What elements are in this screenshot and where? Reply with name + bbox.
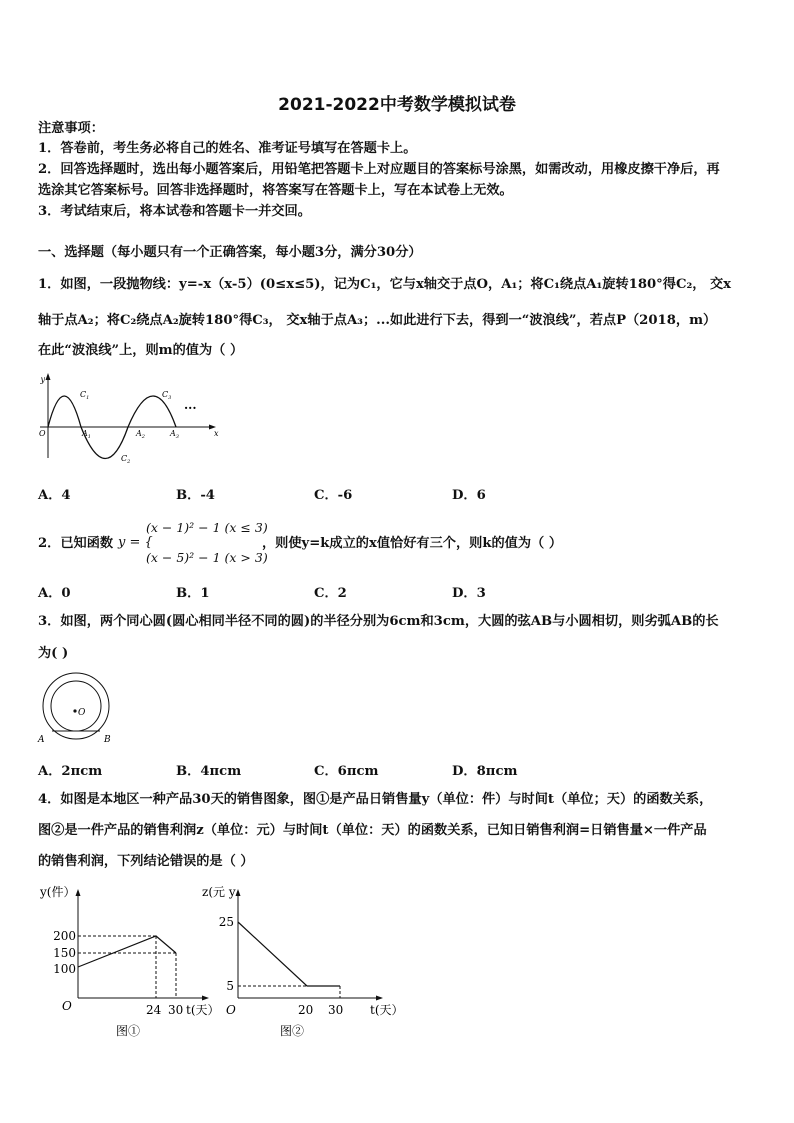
q2-function-name: y = { [118, 535, 153, 550]
q4-line-2: 图②是一件产品的销售利润z（单位：元）与时间t（单位：天）的函数关系，已知日销售利润=日销售量×一件产品 [38, 823, 707, 838]
fig2-origin: O [226, 1003, 236, 1017]
q1-y-label: y [40, 375, 45, 384]
fig1-y-tick-200: 200 [53, 929, 76, 943]
q3-option-d: D．8πcm [452, 764, 518, 779]
q1-x-label: x [214, 429, 219, 438]
c3-label: $C_3$ [162, 390, 172, 401]
notice-item-1: 1．答卷前，考生务必将自己的姓名、准考证号填写在答题卡上。 [38, 141, 417, 156]
sales-volume-line [78, 936, 176, 967]
continuation-dots: ··· [184, 401, 197, 415]
fig2-y-tick-5: 5 [226, 979, 234, 993]
notice-item-2-cont: 选涂其它答案标号。回答非选择题时，将答案写在答题卡上，写在本试卷上无效。 [38, 183, 513, 198]
q4-line-1: 4．如图是本地区一种产品30天的销售图象，图①是产品日销售量y（单位：件）与时间t（单位；天）的函数关系， [38, 792, 713, 807]
fig2-x-label: t(天） [370, 1003, 404, 1017]
fig2-y-tick-25: 25 [218, 915, 234, 929]
center-point [73, 709, 76, 712]
fig1-y-tick-150: 150 [53, 946, 76, 960]
q1-line-2: 轴于点A₂；将C₂绕点A₂旋转180°得C₃， 交x轴于点A₃；...如此进行下去，得到一“波浪线”，若点P（2018，m） [38, 313, 717, 328]
q1-option-d: D．6 [452, 488, 486, 503]
q1-line-1: 1．如图，一段抛物线：y=-x（x-5）(0≤x≤5)，记为C₁，它与x轴交于点O，A₁；将C₁绕点A₁旋转180°得C₂， 交x [38, 277, 732, 292]
q1-option-a: A．4 [38, 488, 71, 503]
q3-line-2: 为( ) [38, 646, 69, 661]
c1-label: $C_1$ [80, 390, 90, 401]
q4-figure-2 [200, 880, 410, 1040]
q3-b-label: B [104, 735, 111, 745]
fig2-x-tick-20: 20 [298, 1003, 314, 1017]
page-title: 2021-2022中考数学模拟试卷 [278, 95, 516, 115]
q2-suffix: ，则使y=k成立的x值恰好有三个，则k的值为（ ） [262, 536, 563, 551]
large-circle [43, 673, 109, 739]
fig2-y-label: z(元 y [202, 885, 236, 899]
fig2-caption: 图② [280, 1024, 305, 1038]
q2-case-2: (x − 5)² − 1 (x > 3) [146, 550, 268, 565]
q3-option-c: C．6πcm [314, 764, 379, 779]
fig1-x-tick-30: 30 [168, 1003, 184, 1017]
q3-line-1: 3．如图，两个同心圆(圆心相同半径不同的圆)的半径分别为6cm和3cm，大圆的弦AB与小圆相切，则劣弧AB的长 [38, 614, 719, 629]
fig1-y-tick-100: 100 [53, 962, 76, 976]
q2-option-a: A．0 [38, 586, 71, 601]
notice-heading: 注意事项： [38, 121, 104, 136]
profit-line [238, 922, 340, 986]
c2-label: $C_2$ [121, 454, 131, 465]
a3-label: $A_3$ [170, 429, 179, 440]
a1-label: $A_1$ [82, 429, 91, 440]
fig1-caption: 图① [116, 1024, 141, 1038]
fig1-x-label: t(天） [186, 1003, 220, 1017]
q3-option-b: B．4πcm [176, 764, 242, 779]
section-heading: 一、选择题（每小题只有一个正确答案，每小题3分，满分30分） [38, 245, 422, 260]
a2-label: $A_2$ [136, 429, 145, 440]
q1-line-3: 在此“波浪线”上，则m的值为（ ） [38, 343, 244, 358]
q3-a-label: A [38, 735, 45, 745]
q2-option-b: B．1 [176, 586, 210, 601]
small-circle [51, 681, 101, 731]
q2-option-c: C．2 [314, 586, 347, 601]
q2-case-1: (x − 1)² − 1 (x ≤ 3) [146, 520, 268, 535]
notice-item-2: 2．回答选择题时，选出每小题答案后，用铅笔把答题卡上对应题目的答案标号涂黑，如需改动，用橡皮擦干净后，再 [38, 162, 720, 177]
q3-center-label: O [78, 708, 86, 718]
q3-circle-figure [34, 672, 118, 748]
q2-option-d: D．3 [452, 586, 486, 601]
q1-wave-figure [36, 370, 221, 465]
q4-line-3: 的销售利润，下列结论错误的是（ ） [38, 854, 254, 869]
fig1-y-label: y(件） [40, 885, 76, 899]
q1-option-c: C．-6 [314, 488, 353, 503]
q1-origin-label: O [39, 429, 46, 438]
q2-prefix: 2．已知函数 [38, 536, 114, 551]
q1-option-b: B．-4 [176, 488, 215, 503]
q3-option-a: A．2πcm [38, 764, 103, 779]
q4-figure-1 [36, 880, 226, 1040]
notice-item-3: 3．考试结束后，将本试卷和答题卡一并交回。 [38, 204, 311, 219]
fig1-origin: O [62, 999, 72, 1013]
fig2-x-tick-30: 30 [328, 1003, 344, 1017]
fig1-x-tick-24: 24 [146, 1003, 162, 1017]
